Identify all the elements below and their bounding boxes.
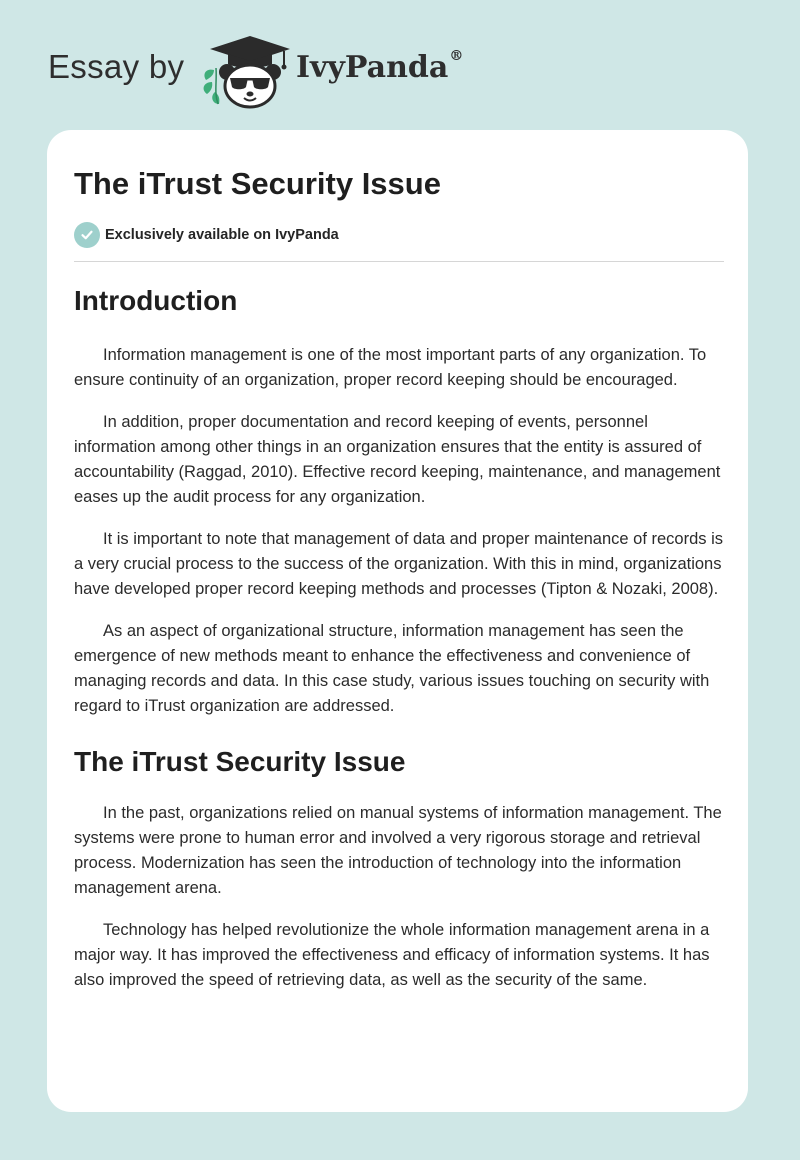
paragraph: Information management is one of the most important parts of any organization. To ensure continuity of an organization, proper record keeping should be encouraged. [74, 346, 707, 389]
paragraph: In the past, organizations relied on manual systems of information management. The systems were prone to human error and involved a very rigorous storage and retrieval process. Modernization has seen the introduction of technology into the information management arena. [74, 804, 722, 897]
paragraph: In addition, proper documentation and record keeping of events, personnel information among other things in an organization ensures that the entity is assured of accountability (Raggad, 2010). Effective record keeping, maintenance, and management eases up the audit process for any organization. [74, 413, 721, 506]
ivy-leaf-icon [204, 68, 220, 104]
page-title: The iTrust Security Issue [74, 166, 441, 201]
badge-text: Exclusively available on IvyPanda [105, 227, 339, 243]
site-header [0, 0, 800, 130]
paragraph: Technology has helped revolutionize the whole information management arena in a major way. It has improved the effectiveness and efficacy of information systems. It has also improved the speed of retrieving data, as well as the security of the same. [74, 921, 710, 989]
registered-mark: ® [449, 48, 464, 64]
ivypanda-logo[interactable] [200, 34, 292, 110]
brand-text: IvyPanda [296, 50, 449, 85]
exclusive-badge [74, 221, 724, 249]
brand-name[interactable] [296, 48, 464, 85]
essay-by-label: Essay by [48, 48, 185, 85]
essay-card [47, 130, 748, 1112]
section-heading-introduction: Introduction [74, 285, 238, 316]
check-circle-icon [74, 222, 100, 248]
section-heading-itrust-security-issue: The iTrust Security Issue [74, 746, 406, 777]
essay-content [74, 164, 724, 993]
paragraph: As an aspect of organizational structure, information management has seen the emergence of new methods meant to enhance the effectiveness and convenience of managing records and data. In this case study, various issues touching on security with regard to iTrust organization are addressed. [74, 622, 710, 715]
paragraph: It is important to note that management of data and proper maintenance of records is a very crucial process to the success of the organization. With this in mind, organizations have developed proper record keeping methods and processes (Tipton & Nozaki, 2008). [74, 530, 724, 598]
title-divider [74, 261, 724, 262]
panda-graduate-icon [200, 34, 292, 110]
